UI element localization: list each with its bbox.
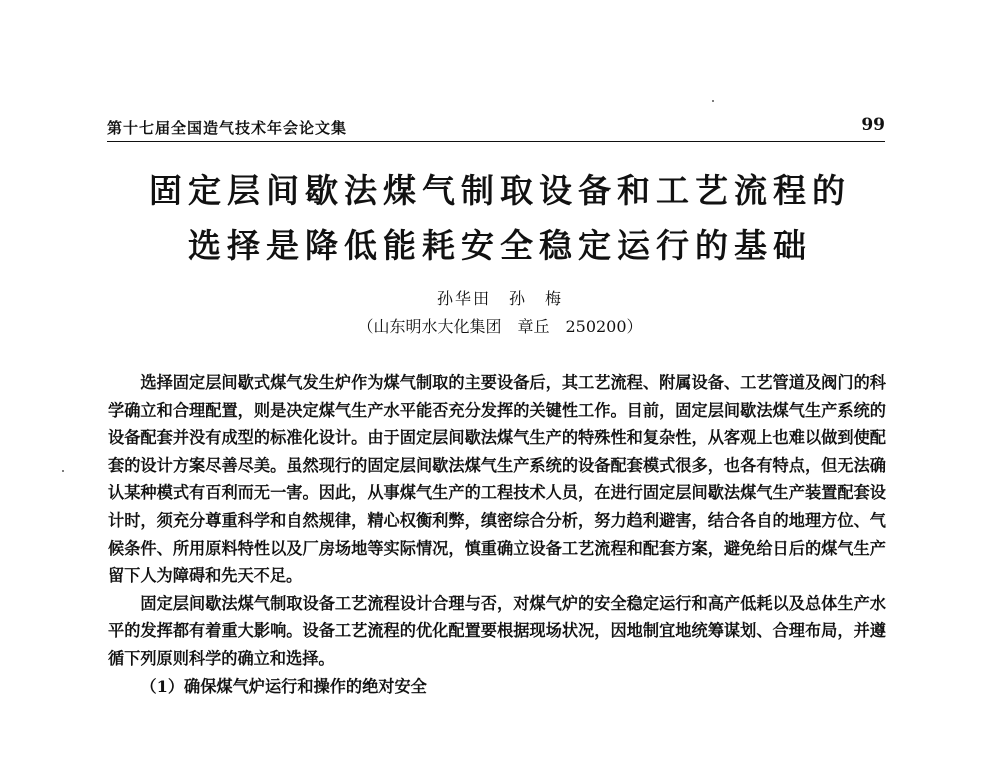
authors: 孙华田 孙 梅	[436, 289, 563, 308]
article-title-line-1: 固定层间歇法煤气制取设备和工艺流程的	[149, 171, 851, 210]
page-number: 99	[861, 115, 885, 135]
paragraph-2: 固定层间歇法煤气制取设备工艺流程设计合理与否，对煤气炉的安全稳定运行和高产低耗以及总体生产水平的发挥都有着重大影响。设备工艺流程的优化配置要根据现场状况，因地制宜地统筹谋划、合理布局，并遵循下列原则科学的确立和选择。	[108, 593, 886, 668]
article-body	[108, 369, 886, 700]
running-header	[107, 117, 885, 139]
scan-speck	[712, 100, 714, 102]
scan-speck	[62, 470, 64, 472]
article-title-line-2: 选择是降低能耗安全稳定运行的基础	[188, 226, 812, 265]
paragraph-1: 选择固定层间歇式煤气发生炉作为煤气制取的主要设备后，其工艺流程、附属设备、工艺管道及阀门的科学确立和合理配置，则是决定煤气生产水平能否充分发挥的关键性工作。目前，固定层间歇法煤气生产系统的设备配套并没有成型的标准化设计。由于固定层间歇法煤气生产的特殊性和复杂性，从客观上也难以做到使配套的设计方案尽善尽美。虽然现行的固定层间歇法煤气生产系统的设备配套模式很多，也各有特点，但无法确认某种模式有百利而无一害。因此，从事煤气生产的工程技术人员，在进行固定层间歇法煤气生产装置配套设计时，须充分尊重科学和自然规律，精心权衡利弊，缜密综合分析，努力趋利避害，结合各自的地理方位、气候条件、所用原料特性以及厂房场地等实际情况，慎重确立设备工艺流程和配套方案，避免给日后的煤气生产留下人为障碍和先天不足。	[108, 373, 886, 586]
journal-name: 第十七届全国造气技术年会论文集	[107, 119, 348, 137]
header-rule	[107, 141, 885, 142]
section-item-1: （1）确保煤气炉运行和操作的绝对安全	[140, 676, 427, 696]
affiliation: （山东明水大化集团 章丘 250200）	[357, 317, 643, 336]
